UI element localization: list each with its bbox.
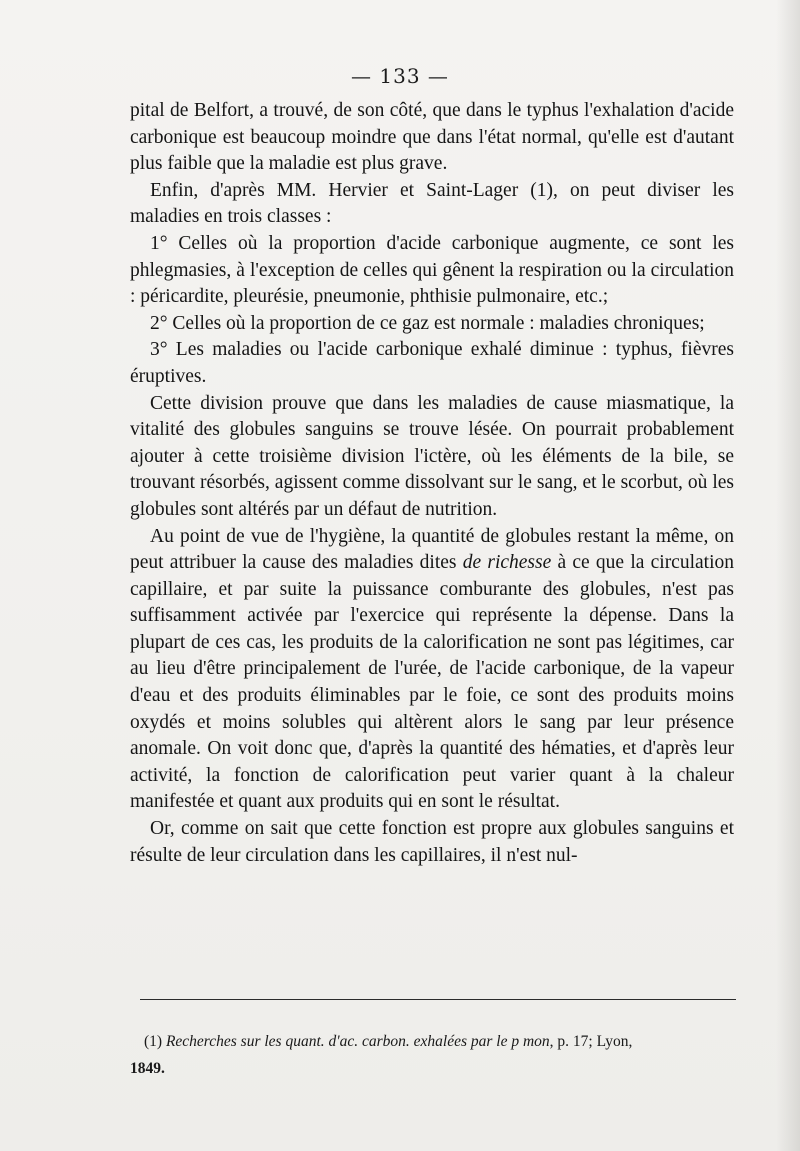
page-gutter-shadow xyxy=(776,0,800,1151)
paragraph-classification-intro: Enfin, d'après MM. Hervier et Saint-Lager (1), on peut diviser les maladies en trois classes : xyxy=(130,179,734,228)
footnote-year: 1849. xyxy=(130,1060,165,1077)
paragraph-class-two: 2° Celles où la proportion de ce gaz est normale : maladies chroniques; xyxy=(150,312,705,334)
paragraph-class-one: 1° Celles où la proportion d'acide carbonique augmente, ce sont les phlegmasies, à l'exception de celles qui gênent la respiration ou la circulation : péricardite, pleurésie, pneumonie, phthisie pulmonaire, etc.; xyxy=(130,232,734,308)
footnote-line xyxy=(130,1028,746,1055)
paragraph-division: Cette division prouve que dans les maladies de cause miasmatique, la vitalité des globules sanguins se trouve lésée. On pourrait probablement ajouter à cette troisième division l'ictère, où les éléments de la bile, se trouvant résorbés, agissent comme dissolvant sur le sang, et le scorbut, où les globules sont altérés par un défaut de nutrition. xyxy=(130,392,734,520)
body-text xyxy=(130,98,734,869)
footnote-reference: , p. 17; Lyon, xyxy=(549,1033,633,1050)
footnote-marker: (1) xyxy=(144,1033,166,1050)
hygiene-text-start: Au point de vue de l'hygiène, la quantité de globules restant la même, on peut attribuer la cause des maladies dites xyxy=(130,525,734,574)
paragraph-hygiene xyxy=(130,524,734,817)
footnote-title: Recherches sur les quant. d'ac. carbon. exhalées par le p mon xyxy=(165,1033,550,1050)
page-number: — 133 — xyxy=(351,64,449,88)
paragraph-class-three: 3° Les maladies ou l'acide carbonique exhalé diminue : typhus, fièvres éruptives. xyxy=(130,339,734,387)
paragraph-conclusion: Or, comme on sait que cette fonction est propre aux globules sanguins et résulte de leur circulation dans les capillaires, il n'est nul- xyxy=(130,818,734,866)
footnote-divider xyxy=(140,999,736,1000)
paragraph-continuation: pital de Belfort, a trouvé, de son côté, que dans le typhus l'exhalation d'acide carbonique est beaucoup moindre que dans l'état normal, qu'elle est d'autant plus faible que la maladie est plus grave. xyxy=(130,100,734,175)
hygiene-text-end: à ce que la circulation capillaire, et par suite la puissance comburante des globules, n'est pas suffisamment activée par l'exercice qui représente la dépense. Dans la plupart de ces cas, les produits de la calorification ne sont pas légitimes, car au lieu d'être principalement de l'urée, de l'acide carbonique, de la vapeur d'eau et des produits éliminables par le foie, ce sont des produits moins oxydés et moins solubles qui altèrent alors le sang par leur présence anomale. On voit donc que, d'après la quantité des hématies, et d'après leur activité, la fonction de calorification peut varier quant à la chaleur manifestée et quant aux produits qui en sont le résultat. xyxy=(130,552,734,813)
italic-term: de richesse xyxy=(462,552,552,574)
footnote xyxy=(130,1028,746,1082)
